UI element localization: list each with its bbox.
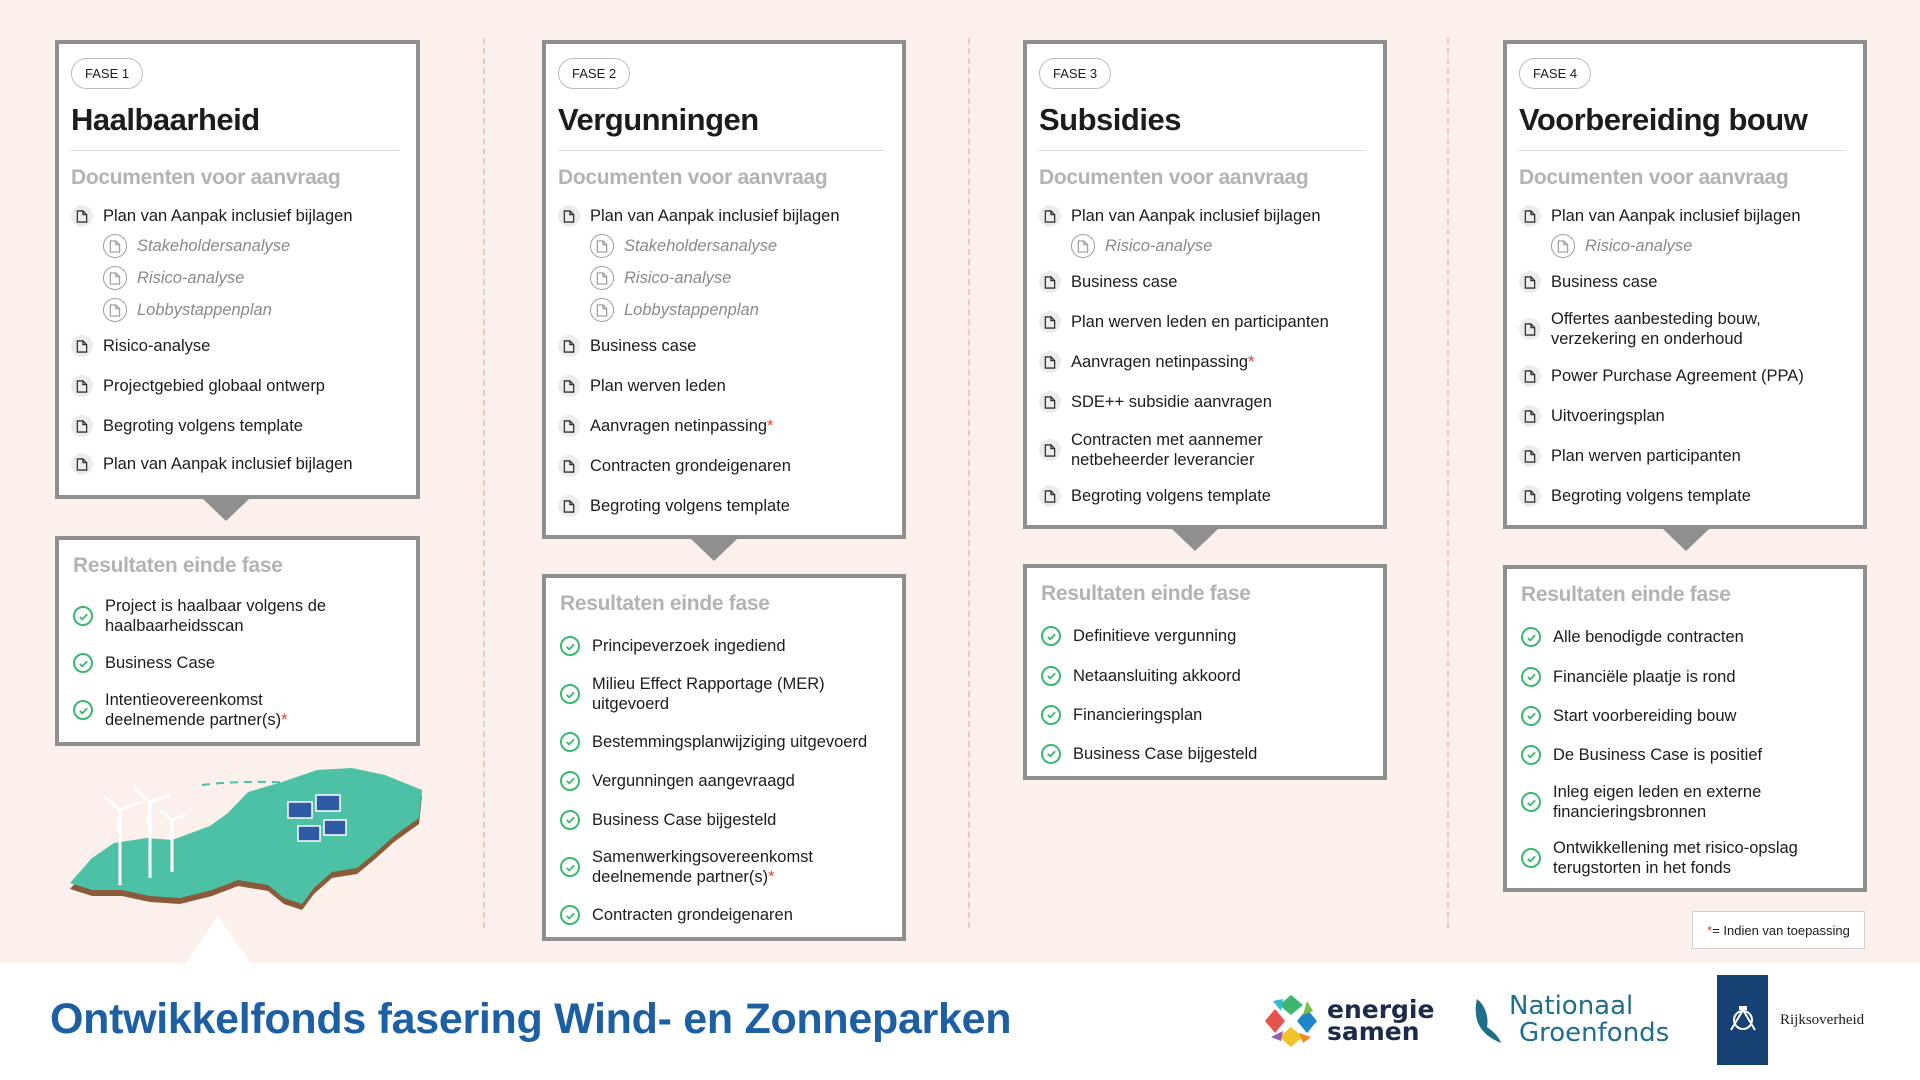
result-item: Project is haalbaar volgens de haalbaarheidsscan: [73, 588, 399, 644]
results-list: [1521, 617, 1846, 886]
document-item: SDE++ subsidie aanvragen: [1039, 382, 1366, 422]
result-item: De Business Case is positief: [1521, 735, 1846, 774]
document-icon: [1039, 205, 1061, 227]
document-icon: [590, 298, 614, 322]
result-item: Financieringsplan: [1041, 695, 1366, 734]
document-icon: [1551, 234, 1575, 258]
logo-text: Rijksoverheid: [1780, 1011, 1865, 1028]
document-list: [1519, 202, 1846, 516]
result-item: Intentieovereenkomst deelnemende partner(s)*: [73, 682, 399, 738]
results-card-2: [542, 574, 906, 941]
document-item: Plan van Aanpak inclusief bijlagen: [1519, 202, 1846, 230]
separator: [1039, 150, 1366, 151]
column-divider: [483, 38, 485, 928]
results-list: [560, 626, 885, 935]
result-item: Principeverzoek ingediend: [560, 626, 885, 666]
document-item: Aanvragen netinpassing*: [558, 406, 885, 446]
results-header: Resultaten einde fase: [73, 554, 283, 577]
check-circle-icon: [1041, 666, 1061, 686]
separator: [1519, 150, 1846, 151]
document-icon: [590, 234, 614, 258]
result-item: Financiële plaatje is rond: [1521, 657, 1846, 696]
document-sub-item: Risico-analyse: [558, 262, 885, 294]
document-icon: [558, 375, 580, 397]
footer-notch: [185, 916, 251, 964]
footer: [0, 963, 1920, 1080]
check-circle-icon: [73, 653, 93, 673]
results-card-4: [1503, 565, 1867, 892]
document-icon: [71, 205, 93, 227]
logo-text: Nationaal: [1509, 991, 1634, 1021]
document-icon: [1039, 271, 1061, 293]
document-sub-item: Lobbystappenplan: [558, 294, 885, 326]
document-icon: [71, 415, 93, 437]
document-sub-item: Risico-analyse: [71, 262, 399, 294]
result-item: Netaansluiting akkoord: [1041, 656, 1366, 695]
phase-title: Subsidies: [1039, 102, 1181, 137]
document-list: [558, 202, 885, 526]
document-icon: [1519, 405, 1541, 427]
document-item: Business case: [1039, 262, 1366, 302]
results-list: [73, 588, 399, 738]
document-item: Projectgebied globaal ontwerp: [71, 366, 399, 406]
energiesamen-logo-mark: [1263, 993, 1319, 1049]
document-icon: [558, 415, 580, 437]
check-circle-icon: [73, 606, 93, 626]
result-item: Business Case bijgesteld: [1041, 734, 1366, 773]
document-icon: [103, 234, 127, 258]
document-item: Plan van Aanpak inclusief bijlagen: [558, 202, 885, 230]
document-item: Plan werven leden: [558, 366, 885, 406]
document-icon: [1039, 351, 1061, 373]
document-item: Contracten met aannemer netbeheerder leverancier: [1039, 422, 1366, 478]
document-item: Aanvragen netinpassing*: [1039, 342, 1366, 382]
energiesamen-logo: [1263, 993, 1434, 1049]
document-icon: [590, 266, 614, 290]
flow-arrow: [1172, 529, 1218, 551]
rijksoverheid-emblem-icon: [1717, 975, 1768, 1065]
document-item: Plan van Aanpak inclusief bijlagen: [71, 446, 399, 482]
check-circle-icon: [1521, 667, 1541, 687]
check-circle-icon: [560, 684, 580, 704]
result-item: Contracten grondeigenaren: [560, 895, 885, 935]
result-item: Samenwerkingsovereenkomst deelnemende partner(s)*: [560, 839, 885, 895]
check-circle-icon: [1521, 848, 1541, 868]
check-circle-icon: [73, 700, 93, 720]
netherlands-map-illustration: [52, 740, 427, 920]
document-item: Begroting volgens template: [1519, 476, 1846, 516]
document-item: Plan van Aanpak inclusief bijlagen: [71, 202, 399, 230]
check-circle-icon: [560, 810, 580, 830]
document-item: Uitvoeringsplan: [1519, 396, 1846, 436]
logo-text: samen: [1327, 1017, 1420, 1046]
rijksoverheid-logo: [1717, 975, 1864, 1065]
separator: [71, 150, 399, 151]
phase-card-1: [55, 40, 420, 499]
document-item: Begroting volgens template: [1039, 478, 1366, 514]
document-item: Plan werven participanten: [1519, 436, 1846, 476]
document-list: [71, 202, 399, 482]
document-icon: [1519, 271, 1541, 293]
document-item: Plan werven leden en participanten: [1039, 302, 1366, 342]
document-icon: [1519, 318, 1541, 340]
column-divider: [1447, 38, 1449, 928]
document-icon: [71, 453, 93, 475]
check-circle-icon: [560, 771, 580, 791]
results-card-1: [55, 536, 420, 746]
document-icon: [1519, 365, 1541, 387]
phase-title: Voorbereiding bouw: [1519, 102, 1808, 137]
document-icon: [1071, 234, 1095, 258]
document-icon: [1519, 445, 1541, 467]
phase-badge: FASE 3: [1039, 58, 1111, 89]
document-icon: [1519, 205, 1541, 227]
check-circle-icon: [560, 905, 580, 925]
document-icon: [103, 298, 127, 322]
phase-badge: FASE 4: [1519, 58, 1591, 89]
results-card-3: [1023, 564, 1387, 780]
document-icon: [1039, 439, 1061, 461]
document-item: Risico-analyse: [71, 326, 399, 366]
document-sub-item: Lobbystappenplan: [71, 294, 399, 326]
document-sub-item: Risico-analyse: [1519, 230, 1846, 262]
results-header: Resultaten einde fase: [1521, 583, 1731, 606]
result-item: Alle benodigde contracten: [1521, 617, 1846, 657]
result-item: Milieu Effect Rapportage (MER) uitgevoerd: [560, 666, 885, 722]
check-circle-icon: [1521, 745, 1541, 765]
phase-badge: FASE 1: [71, 58, 143, 89]
documents-header: Documenten voor aanvraag: [558, 166, 828, 189]
document-item: Business case: [558, 326, 885, 366]
phase-card-3: [1023, 40, 1387, 529]
document-icon: [558, 335, 580, 357]
flow-arrow: [691, 539, 737, 561]
flow-arrow: [1663, 529, 1709, 551]
result-item: Business Case: [73, 644, 399, 682]
groenfonds-leaf-icon: [1473, 995, 1503, 1045]
page-title: Ontwikkelfonds fasering Wind- en Zonneparken: [50, 995, 1012, 1043]
result-item: Definitieve vergunning: [1041, 616, 1366, 656]
phase-badge: FASE 2: [558, 58, 630, 89]
check-circle-icon: [1041, 705, 1061, 725]
separator: [558, 150, 885, 151]
check-circle-icon: [560, 857, 580, 877]
flow-arrow: [203, 499, 249, 521]
document-icon: [558, 495, 580, 517]
document-item: Plan van Aanpak inclusief bijlagen: [1039, 202, 1366, 230]
result-item: Ontwikkellening met risico-opslag terugstorten in het fonds: [1521, 830, 1846, 886]
document-item: Business case: [1519, 262, 1846, 302]
document-icon: [1039, 485, 1061, 507]
result-item: Bestemmingsplanwijziging uitgevoerd: [560, 722, 885, 761]
phase-card-2: [542, 40, 906, 539]
phase-title: Vergunningen: [558, 102, 759, 137]
documents-header: Documenten voor aanvraag: [1519, 166, 1789, 189]
document-item: Begroting volgens template: [558, 486, 885, 526]
document-item: Offertes aanbesteding bouw, verzekering en onderhoud: [1519, 302, 1846, 356]
document-icon: [1039, 311, 1061, 333]
nationaal-groenfonds-logo: [1473, 993, 1669, 1047]
result-item: Business Case bijgesteld: [560, 800, 885, 839]
phase-title: Haalbaarheid: [71, 102, 260, 137]
document-icon: [71, 375, 93, 397]
check-circle-icon: [560, 732, 580, 752]
check-circle-icon: [1521, 706, 1541, 726]
phase-card-4: [1503, 40, 1867, 529]
check-circle-icon: [1041, 744, 1061, 764]
check-circle-icon: [560, 636, 580, 656]
document-item: Contracten grondeigenaren: [558, 446, 885, 486]
document-icon: [1519, 485, 1541, 507]
result-item: Inleg eigen leden en externe financieringsbronnen: [1521, 774, 1846, 830]
document-icon: [1039, 391, 1061, 413]
document-sub-item: Risico-analyse: [1039, 230, 1366, 262]
result-item: Vergunningen aangevraagd: [560, 761, 885, 800]
document-sub-item: Stakeholdersanalyse: [71, 230, 399, 262]
document-item: Power Purchase Agreement (PPA): [1519, 356, 1846, 396]
results-header: Resultaten einde fase: [1041, 582, 1251, 605]
document-icon: [558, 205, 580, 227]
document-item: Begroting volgens template: [71, 406, 399, 446]
footnote: * = Indien van toepassing: [1692, 911, 1865, 949]
column-divider: [968, 38, 970, 928]
document-list: [1039, 202, 1366, 514]
document-icon: [71, 335, 93, 357]
check-circle-icon: [1521, 792, 1541, 812]
check-circle-icon: [1521, 627, 1541, 647]
documents-header: Documenten voor aanvraag: [71, 166, 341, 189]
results-header: Resultaten einde fase: [560, 592, 770, 615]
result-item: Start voorbereiding bouw: [1521, 696, 1846, 735]
results-list: [1041, 616, 1366, 773]
logo-text: energie: [1327, 995, 1435, 1024]
document-icon: [558, 455, 580, 477]
check-circle-icon: [1041, 626, 1061, 646]
documents-header: Documenten voor aanvraag: [1039, 166, 1309, 189]
document-sub-item: Stakeholdersanalyse: [558, 230, 885, 262]
document-icon: [103, 266, 127, 290]
logo-text: Groenfonds: [1519, 1018, 1670, 1048]
